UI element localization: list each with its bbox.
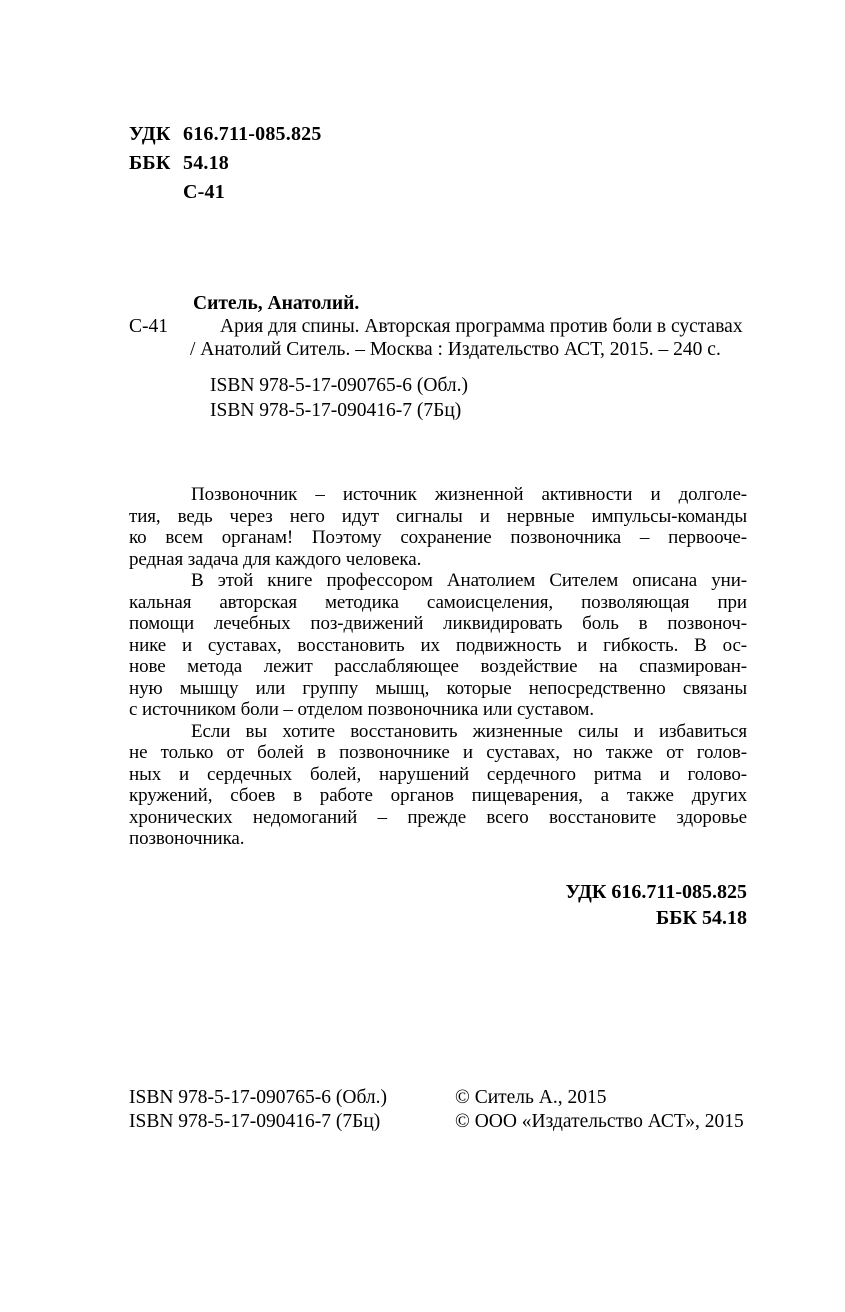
bottom-catalog-codes [566,880,747,931]
annotation-line: тия, ведь через него идут сигналы и нервные импульсы-команды [129,505,747,527]
top-catalog-codes [129,120,322,207]
footer-copyright-2: © ООО «Издательство АСТ», 2015 [455,1110,744,1132]
annotation-line: с источником боли – отделом позвоночника или суставом. [129,699,594,720]
annotation-line: редная задача для каждого человека. [129,548,422,570]
annotation-line: не только от болей в позвоночнике и суставах, но также от голов- [129,742,747,763]
author-sign-value: С-41 [183,181,225,203]
author-heading: Ситель, Анатолий. [193,293,360,314]
udk-value: 616.711-085.825 [183,123,322,145]
footer-isbn-2: ISBN 978-5-17-090416-7 (7Бц) [129,1110,381,1132]
annotation-line: Если вы хотите восстановить жизненные силы и избавиться [191,720,747,742]
footer-isbn-1: ISBN 978-5-17-090765-6 (Обл.) [129,1087,388,1108]
footer [129,1086,744,1133]
annotation-line: нове метода лежит расслабляющее воздействие на спазмирован- [129,656,747,677]
title-line-1: Ария для спины. Авторская программа против боли в суставах [220,316,743,337]
catalog-code: С-41 [129,316,168,337]
bbk-label: ББК [129,152,171,174]
udk-label: УДК [129,123,171,145]
annotation-line: ко всем органам! Поэтому сохранение позвоночника – первооче- [129,527,747,548]
annotation-line: помощи лечебных поз-движений ликвидировать боль в позвоноч- [129,613,747,634]
bibliographic-entry [129,292,769,361]
isbn-block [210,374,468,423]
bottom-udk: УДК 616.711-085.825 [565,881,747,903]
bbk-value: 54.18 [183,152,229,174]
isbn-line-1: ISBN 978-5-17-090765-6 (Обл.) [210,375,469,396]
author-sign-row [129,178,322,207]
annotation-line: ную мышцу или группу мышц, которые непосредственно связаны [129,677,747,699]
annotation-line: Позвоночник – источник жизненной активности и долголе- [191,484,747,505]
annotation-line: кружений, сбоев в работе органов пищеварения, а также других [129,785,747,806]
footer-isbn-column [129,1086,455,1133]
catalog-entry [129,315,769,361]
annotation-line: кальная авторская методика самоисцеления, позволяющая при [129,591,747,613]
annotation-line: позвоночника. [129,828,245,849]
annotation-line: нике и суставах, восстановить их подвижность и гибкость. В ос- [129,634,747,656]
annotation-line: хронических недомоганий – прежде всего восстановите здоровье [129,806,747,828]
isbn-line-2: ISBN 978-5-17-090416-7 (7Бц) [210,399,462,421]
annotation [129,484,747,850]
annotation-line: ных и сердечных болей, нарушений сердечного ритма и голово- [129,763,747,785]
udk-row [129,120,322,149]
bbk-row [129,149,322,178]
annotation-line: В этой книге профессором Анатолием Сителем описана уни- [191,570,747,591]
footer-copyright-column [455,1086,744,1133]
title-line-2: / Анатолий Ситель. – Москва : Издательство АСТ, 2015. – 240 с. [190,339,721,360]
bottom-bbk: ББК 54.18 [656,906,747,929]
footer-copyright-1: © Ситель А., 2015 [455,1087,607,1108]
